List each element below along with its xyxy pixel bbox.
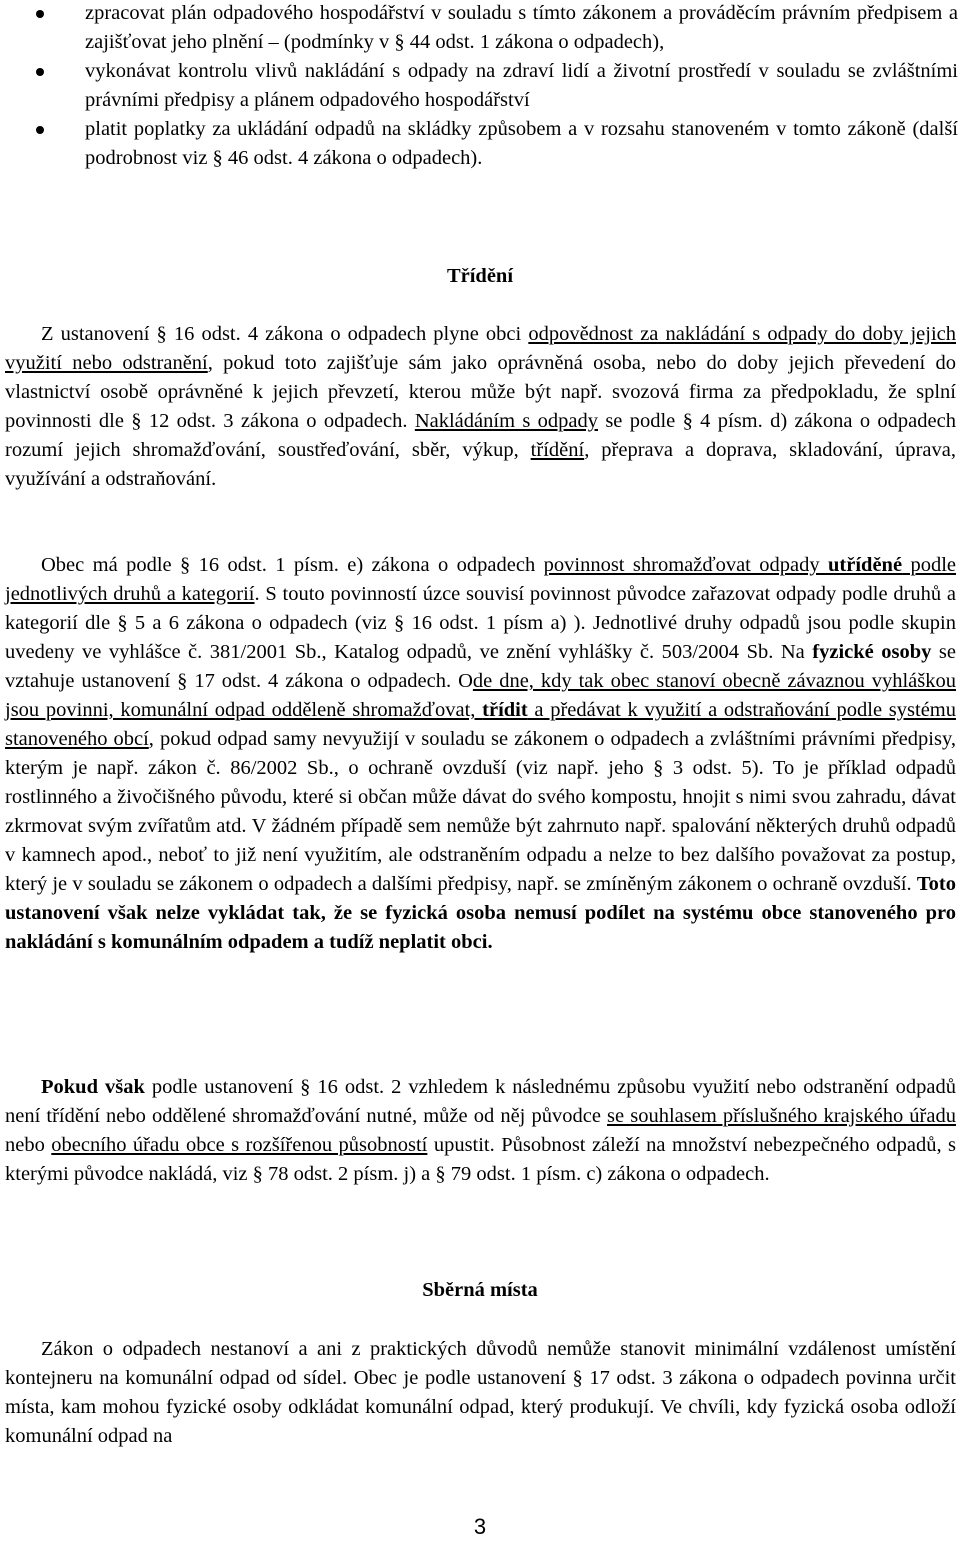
bullet-icon [36,68,44,76]
bullet-icon [36,126,44,134]
bullet-item: zpracovat plán odpadového hospodářství v souladu s tímto zákonem a prováděcím právním předpisem a zajišťovat jeho plnění – (podmínky v § 44 odst. 1 zákona o odpadech), [0,0,958,57]
paragraph-odpovednost: Z ustanovení § 16 odst. 4 zákona o odpadech plyne obci odpovědnost za nakládání s odpady do doby jejich využití nebo odstranění, pokud toto zajišťuje sám jako oprávněná osoba, nebo do doby jejich převedení do vlastnictví osobě oprávněné k jejich převzetí, kterou může být např. svozová firma za předpokladu, že splní povinnosti dle § 12 odst. 3 zákona o odpadech. Nakládáním s odpady se podle § 4 písm. d) zákona o odpadech rozumí jejich shromažďování, soustřeďování, sběr, výkup, třídění, přeprava a doprava, skladování, úprava, využívání a odstraňování. [5,323,956,490]
page-number: 3 [473,1514,487,1539]
section-heading-trideni: Třídění [446,265,514,287]
paragraph-sberna-mista: Zákon o odpadech nestanoví a ani z praktických důvodů nemůže stanovit minimální vzdálenost umístění kontejneru na komunální odpad od sídel. Obec je podle ustanovení § 17 odst. 3 zákona o odpadech povinna určit místa, kam mohou fyzické osoby odkládat komunální odpad, který produkují. Ve chvíli, kdy fyzická osoba odloží komunální odpad na [5,1338,956,1447]
bullet-item: platit poplatky za ukládání odpadů na skládky způsobem a v rozsahu stanoveném v tomto zákoně (další podrobnost viz § 46 odst. 4 zákona o odpadech). [0,115,958,173]
bullet-item: vykonávat kontrolu vlivů nakládání s odpady na zdraví lidí a životní prostředí v souladu se zvláštními právními předpisy a plánem odpadového hospodářství [0,57,958,115]
section-heading-sberna-mista: Sběrná místa [422,1279,538,1301]
bullet-icon [36,10,44,18]
paragraph-povinnost: Obec má podle § 16 odst. 1 písm. e) zákona o odpadech povinnost shromažďovat odpady utříděné podle jednotlivých druhů a kategorií. S touto povinností úzce souvisí povinnost původce zařazovat odpady podle druhů a kategorií dle § 5 a 6 zákona o odpadech (viz § 16 odst. 1 písm a) ). Jednotlivé druhy odpadů jsou podle skupin uvedeny ve vyhlášce č. 381/2001 Sb., Katalog odpadů, ve znění vyhlášky č. 503/2004 Sb. Na fyzické osoby se vztahuje ustanovení § 17 odst. 4 zákona o odpadech. Ode dne, kdy tak obec stanoví obecně závaznou vyhláškou jsou povinni, komunální odpad odděleně shromažďovat, třídit a předávat k využití a odstraňování podle systému stanoveného obcí, pokud odpad samy nevyužijí v souladu se zákonem o odpadech a zvláštními právními předpisy, kterým je např. zákon č. 86/2002 Sb., o ochraně ovzduší (viz např. jeho § 3 odst. 5). To je příklad odpadů rostlinného a živočišného původu, které si občan může dávat do svého kompostu, hnojit s nimi svou zahradu, dávat zkrmovat svým zvířatům atd. V žádném případě sem nemůže být zahrnuto např. spalování některých druhů odpadů v kamnech apod., neboť to již není využitím, ale odstraněním odpadu a nelze to bez dalšího považovat za postup, který je v souladu se zákonem o odpadech a dalšími předpisy, např. se zmíněným zákonem o ochraně ovzduší. Toto ustanovení však nelze vykládat tak, že se fyzická osoba nemusí podílet na systému obce stanoveného pro nakládání s komunálním odpadem a tudíž neplatit obci. [5,554,957,953]
obligations-bullet-list [0,0,958,173]
paragraph-pokud-vsak: Pokud však podle ustanovení § 16 odst. 2 vzhledem k následnému způsobu využití nebo odstranění odpadů není třídění nebo oddělené shromažďování nutné, může od něj původce se souhlasem příslušného krajského úřadu nebo obecního úřadu obce s rozšířenou působností upustit. Působnost záleží na množství nebezpečného odpadů, s kterými původce nakládá, viz § 78 odst. 2 písm. j) a § 79 odst. 1 písm. c) zákona o odpadech. [5,1076,956,1185]
